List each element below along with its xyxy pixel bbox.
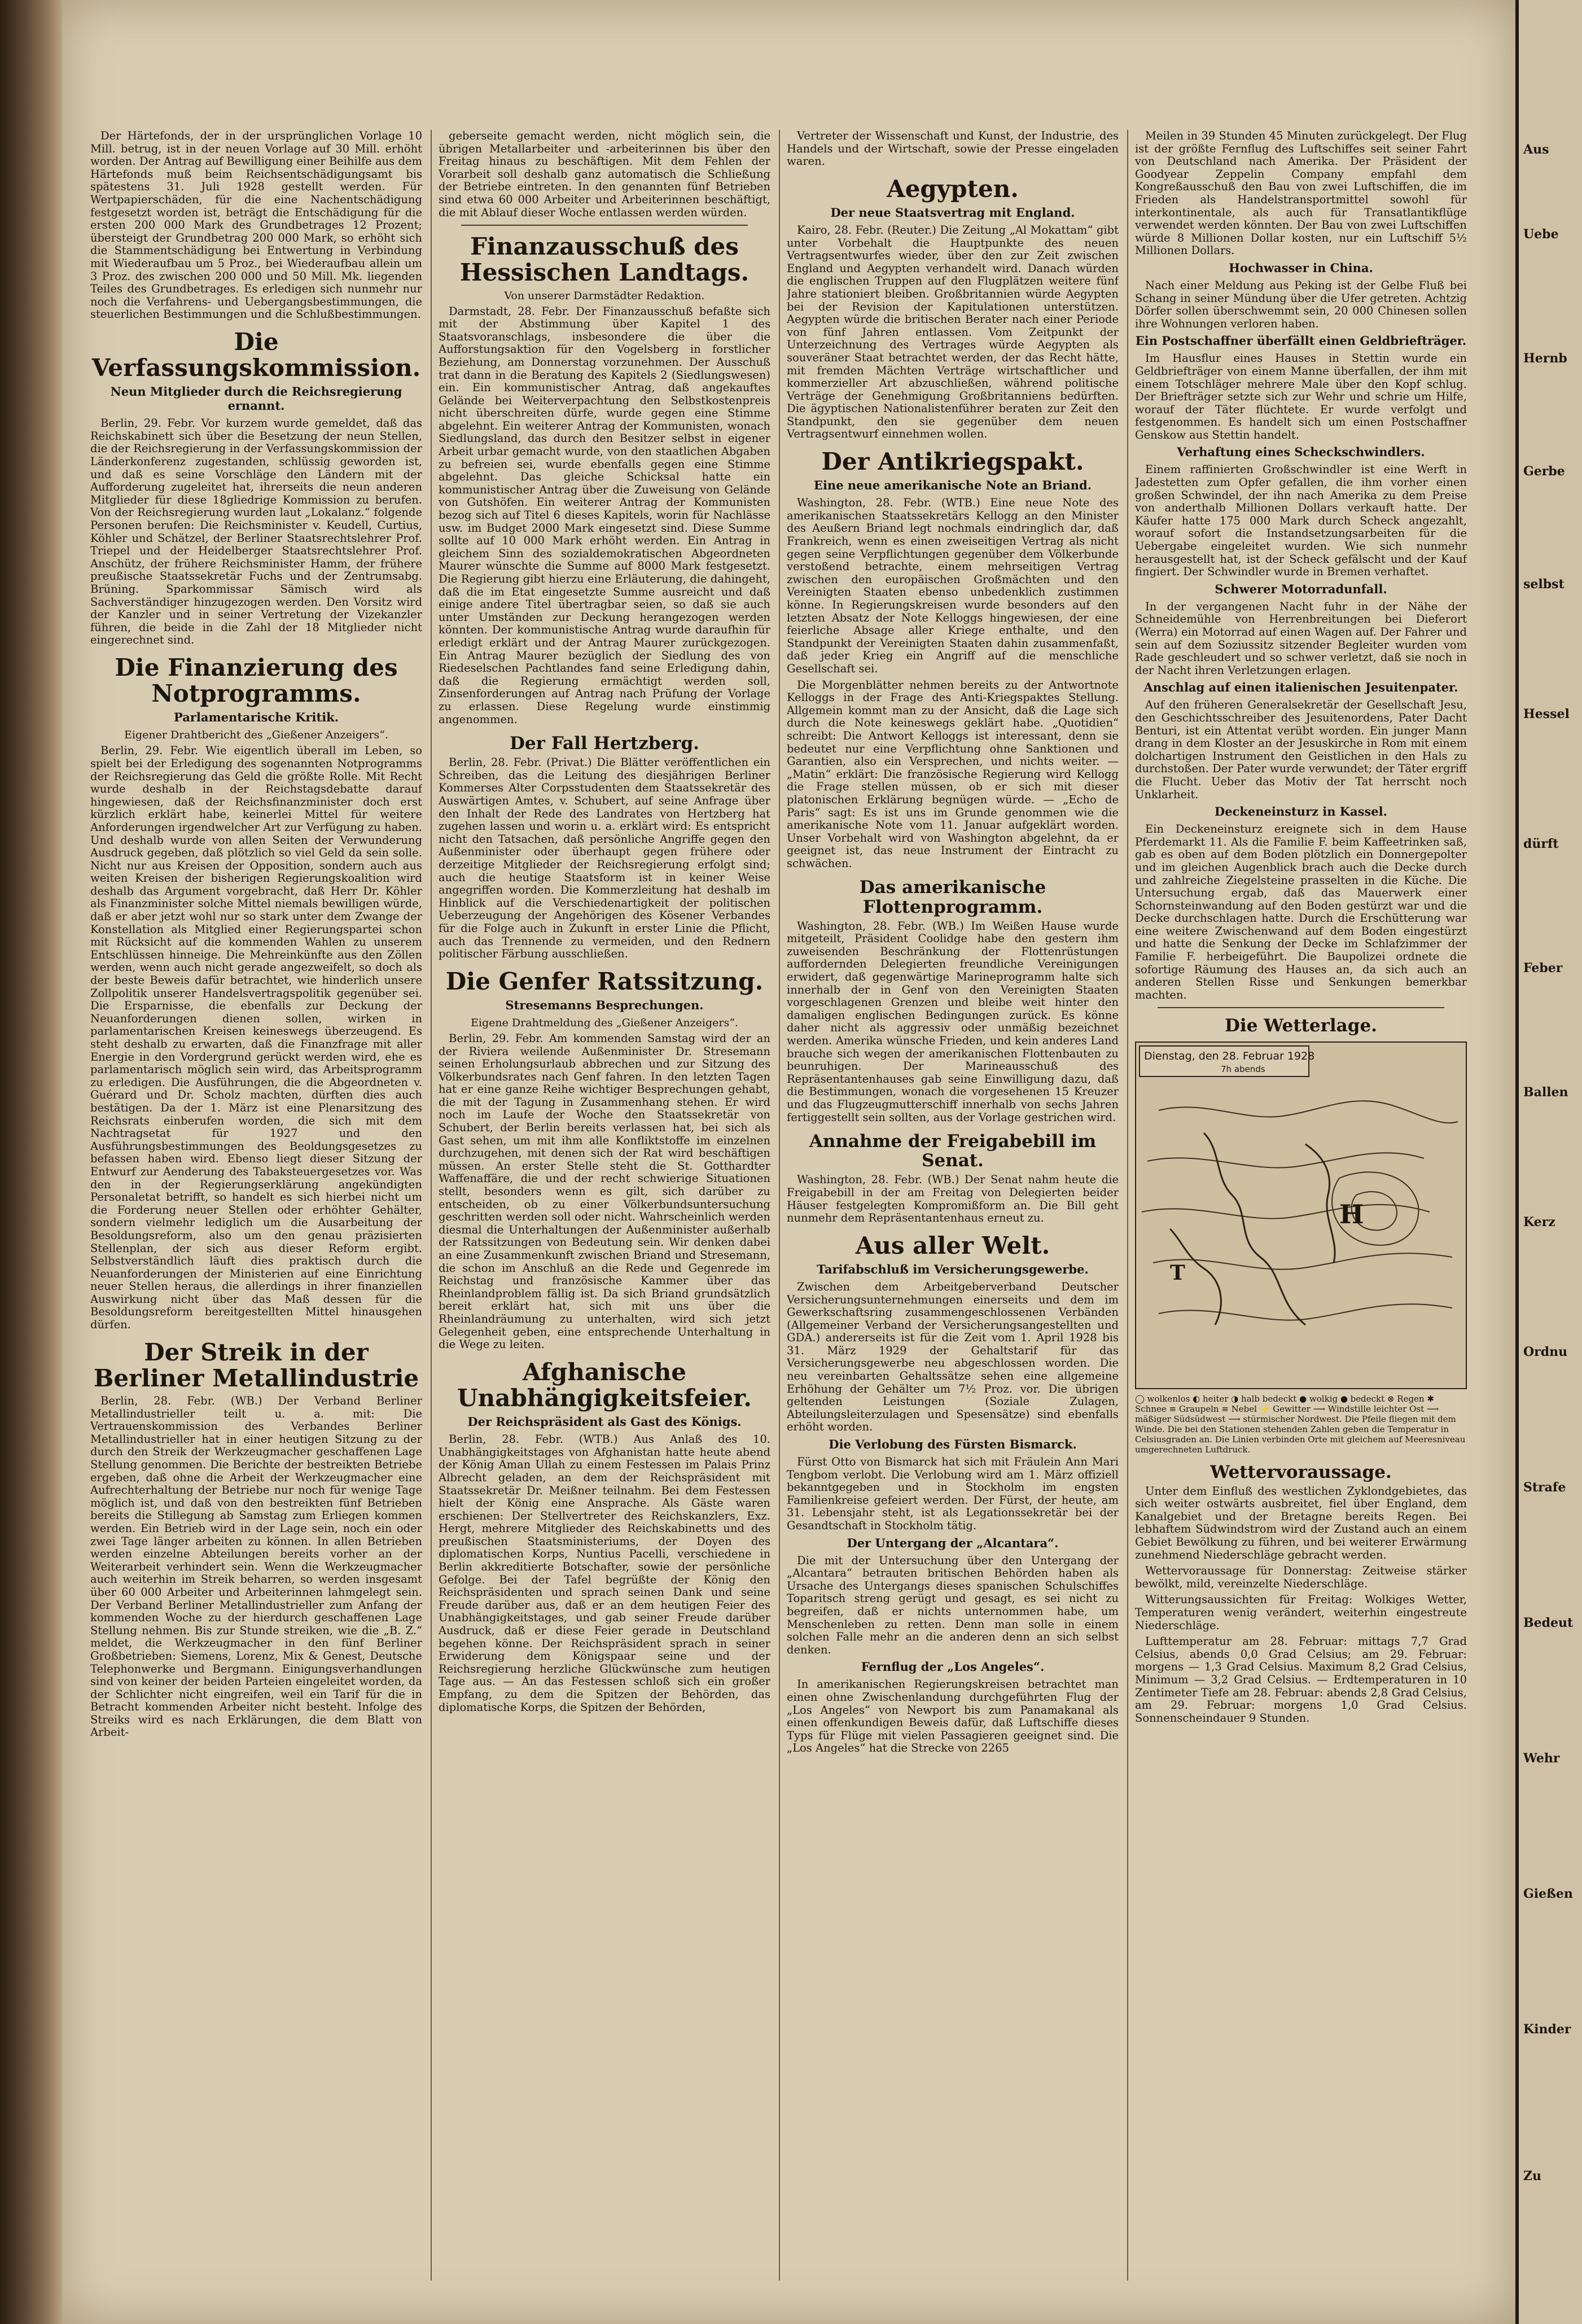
- article-text: Zwischen dem Arbeitgeberverband Deutscher Versicherungsunternehmungen einerseits und dem im Gewerkschaftsring zusammengeschlossenen Verbänden (Allgemeiner Verband der Versicherungsangestellten und GDA.) andererseits ist für die Zeit vom 1. April 1928 bis 31. März 1929 der Gehaltstarif für das Versicherungsgewerbe neu abgeschlossen worden. Die neu vereinbarten Gehaltssätze sehen eine allgemeine Erhöhung der Gehälter um 7½ Proz. vor. Die übrigen geltenden Leistungen (Soziale Zulagen, Abteilungsleiterzulagen und Spesensätze) sind ebenfalls erhöht worden.: [787, 1280, 1119, 1434]
- column-2: [439, 130, 770, 2281]
- book-spine: [0, 0, 62, 2324]
- article-text: Vertreter der Wissenschaft und Kunst, der Industrie, des Handels und der Wirtschaft, sowie der Presse eingeladen waren.: [787, 130, 1119, 168]
- headline-verfassung: Die Verfassungskommission.: [91, 327, 421, 382]
- map-title: Dienstag, den 28. Februar 1928: [1144, 1049, 1315, 1062]
- article-text: Darmstadt, 28. Febr. Der Finanzausschuß befaßte sich mit der Abstimmung über Kapitel 1 des Staatsvoranschlags, insbesondere die über die Aufforstungsaktion für den Vogelsberg in forstlicher Beziehung, am Donnerstag vorzunehmen. Der Ausschuß trat dann in die Beratung des Kapitels 2 (Siedlungswesen) ein. Ein kommunistischer Antrag, daß angekauftes Gelände bei Weiterverpachtung den Selbstkostenpreis nicht überschreiten dürfe, wurde gegen eine Stimme abgelehnt. Ein weiterer Antrag der Kommunisten, wonach Siedlungsland, das durch den Besitzer selbst in eigener Arbeit urbar gemacht wurde, von den staatlichen Abgaben zu befreien sei, wurde ebenfalls gegen eine Stimme abgelehnt. Das gleiche Schicksal hatte ein kommunistischer Antrag über die Zuweisung von Gelände von Gutshöfen. Ein weiterer Antrag der Kommunisten bezog sich auf Titel 6 dieses Kapitels, worin für Nachlässe usw. im Budget 2000 Mark eingesetzt sind. Diese Summe sollte auf 10 000 Mark erhöht werden. Ein Antrag in gleichem Sinn des sozialdemokratischen Abgeordneten Maurer wünschte die Summe auf 8000 Mark festgesetzt. Die Regierung gibt hierzu eine Erläuterung, die dahingeht, daß die im Etat eingesetzte Summe ausreicht und daß einige andere Titel übertragbar seien, so daß sie auch unter Umständen zur Deckung herangezogen werden könnten. Der kommunistische Antrag wurde daraufhin für erledigt erklärt und der Antrag Maurer zurückgezogen. Ein Antrag Maurer bezüglich der Siedlung des von Riedeselschen Pachtlandes fand seine Erledigung dahin, daß die Regierung ermächtigt werden soll, Zinsenforderungen auf Antrag nach Prüfung der Vorlage zu erlassen. Diese Regelung wurde einstimmig angenommen.: [439, 304, 770, 726]
- article-text: Lufttemperatur am 28. Februar: mittags 7,7 Grad Celsius, abends 0,0 Grad Celsius; am 29. Februar: morgens — 1,3 Grad Celsius. Maximum 8,2 Grad Celsius, Minimum — 3,2 Grad Celsius. — Erdtemperaturen in 10 Zentimeter Tiefe am 28. Februar: abends 2,8 Grad Celsius, am 29. Februar: morgens 1,0 Grad Celsius. Sonnenscheindauer 9 Stunden.: [1135, 1635, 1467, 1725]
- article-text: geberseite gemacht werden, nicht möglich sein, die übrigen Metallarbeiter und -arbeiterinnen bis über den Freitag hinaus zu beschäftigen. Mit dem Fehlen der Vorarbeit soll deshalb ganz automatisch die Schließung der Betriebe eintreten. In den genannten fünf Betrieben sind etwa 60 000 Arbeiter und Arbeiterinnen beschäftigt, die mit Ablauf dieser Woche entlassen werden würden.: [439, 130, 770, 219]
- article-text: Berlin, 28. Febr. (WB.) Der Verband Berliner Metallindustrieller teilt u. a. mit: Die Vertrauenskommission des Verbandes Berliner Metallindustrieller hat in einer heutigen Sitzung zu der durch den Streik der Werkzeugmacher geschaffenen Lage Stellung genommen. Die Berichte der bestreikten Betriebe ergeben, daß ohne die Arbeit der Werkzeugmacher eine Aufrechterhaltung der Betriebe nur noch für wenige Tage möglich ist, und daß von den bestreikten fünf Betrieben bereits die Stillegung ab Samstag zum Erliegen kommen werden. Ein Betrieb wird in der Lage sein, noch ein oder zwei Tage länger arbeiten zu können. In allen Betrieben werden einzelne Abteilungen bereits vorher an der Weiterarbeit verhindert sein. Wenn die Werkzeugmacher auch weiterhin im Streik beharren, so werden insgesamt über 60 000 Arbeiter und Arbeiterinnen lahmgelegt sein. Der Verband Berliner Metallindustrieller zum Anfang der kommenden Woche zu der hierdurch geschaffenen Lage Stellung nehmen. Bis zur Stunde streiken, wie die „B. Z.“ meldet, die Werkzeugmacher in den fünf Berliner Großbetrieben: Siemens, Lorenz, Mix & Genest, Deutsche Telephonwerke und Bergmann. Einigungsverhandlungen sind von keiner der beiden Parteien eingeleitet worden, da der Schlichter nicht eingreifen, weil ein Tarif für die in Betracht kommenden Arbeiter nicht besteht. Infolge des Streiks wird es nach Erklärungen, die dem Blatt von Arbeit-: [90, 1394, 422, 1739]
- high-pressure-marker: H: [1339, 1198, 1364, 1229]
- headline-wetterlage: Die Wetterlage.: [1225, 1016, 1377, 1036]
- subheadline: Der Reichspräsident als Gast des Königs.: [467, 1415, 742, 1429]
- article-text: Kairo, 28. Febr. (Reuter.) Die Zeitung „Al Mokattam“ gibt unter Vorbehalt die Hauptpunkte des neuen Vertragsentwurfes wieder, über den zur Zeit zwischen England und Aegypten verhandelt wird. Danach würden die englischen Truppen auf den Flugplätzen weitere fünf Jahre stationiert bleiben. Großbritannien würde Aegypten bei der Revision der Kapitulationen unterstützen. Aegypten würde die britischen Berater nach einer Periode von fünf Jahren entlassen. Vom Zeitpunkt der Unterzeichnung des Vertrages würde Aegypten als souveräner Staat betrachtet werden, der das Recht hätte, mit fremden Mächten Verträge wirtschaftlicher und kommerzieller Art abzuschließen, während politische Verträge der Genehmigung Großbritanniens bedürften. Die ägyptischen Nationalistenführer beraten zur Zeit den Standpunkt, den sie gegenüber dem neuen Vertragsentwurf einnehmen wollen.: [787, 223, 1119, 441]
- adjacent-text-fragment: Ballen: [1523, 1085, 1568, 1100]
- adjacent-text-fragment: Strafe: [1523, 1480, 1566, 1495]
- adjacent-text-fragment: Gießen: [1523, 1887, 1573, 1901]
- article-text: Washington, 28. Febr. (WB.) Im Weißen Hause wurde mitgeteilt, Präsident Coolidge habe den gestern ihm zuweisenden Beschränkung der Flottenrüstungen auffordernden Delegierten freundliche Vereinigungen erwidert, daß gegenwärtige Marineprogramm halte sich innerhalb der in Genf von den Vereinigten Staaten vorgeschlagenen Grenzen und bleibe weit hinter den damaligen englischen Bedingungen zurück. Es könne daher nicht als aggressiv oder unmäßig bezeichnet werden. Amerika wünsche Frieden, und kein anderes Land brauche sich wegen der amerikanischen Flottenbauten zu beunruhigen. Der Marineausschuß des Repräsentantenhauses gab seine Einwilligung dazu, daß die Bestimmungen, wonach die vorgesehenen 15 Kreuzer und das Flugzeugmutterschiff innerhalb von sechs Jahren fertiggestellt sein sollten, aus der Vorlage gestrichen wird.: [787, 919, 1119, 1124]
- adjacent-text-fragment: Zu: [1523, 2169, 1542, 2183]
- headline-aegypten: Aegypten.: [887, 174, 1019, 203]
- article-text: Ein Deckeneinsturz ereignete sich in dem Hause Pferdemarkt 11. Als die Familie F. beim Kaffeetrinken saß, gab es oben auf dem Boden plötzlich ein Donnergepolter und im gleichen Augenblick brach auch die Decke durch und zahlreiche Ziegelsteine prasselten in die Küche. Die Untersuchung ergab, daß das Mauerwerk einer Schornsteinwandung auf den Boden gestürzt war und die Decke durchschlagen hatte. Durch die Erschütterung war eine weitere Zwischenwand auf dem Boden eingestürzt und hatte die Senkung der Decke im Schlafzimmer der Familie F. herbeigeführt. Die Baupolizei ordnete die sofortige Räumung des Hauses an, da sich auch an anderen Stellen Risse und Senkungen bemerkbar machten.: [1135, 822, 1467, 1001]
- adjacent-text-fragment: Kerz: [1523, 1215, 1555, 1229]
- article-text: Fürst Otto von Bismarck hat sich mit Fräulein Ann Mari Tengbom verlobt. Die Verlobung wird am 1. März offiziell bekanntgegeben und in Stockholm im engsten Familienkreise gefeiert werden. Der Fürst, der heute, am 31. Lebensjahr steht, ist als Legationssekretär bei der Gesandtschaft in Stockholm tätig.: [787, 1455, 1119, 1532]
- subheadline: Ein Postschaffner überfällt einen Geldbriefträger.: [1135, 334, 1467, 348]
- weather-map: [1135, 1041, 1467, 1389]
- headline-freigabebill: Annahme der Freigabebill im Senat.: [809, 1131, 1097, 1171]
- column-1: [90, 130, 422, 2281]
- headline-antikriegspakt: Der Antikriegspakt.: [821, 448, 1084, 476]
- subheadline: Schwerer Motorradunfall.: [1215, 581, 1387, 596]
- headline-afghan: Afghanische Unabhängigkeitsfeier.: [457, 1358, 752, 1412]
- subheadline: Die Verlobung des Fürsten Bismarck.: [829, 1437, 1077, 1452]
- headline-flottenprogramm: Das amerikanische Flottenprogramm.: [859, 877, 1046, 917]
- column-rule: [779, 130, 780, 2281]
- column-3: [787, 130, 1119, 2281]
- subheadline: Parlamentarische Kritik.: [173, 710, 339, 725]
- article-text: Washington, 28. Febr. (WTB.) Eine neue Note des amerikanischen Staatssekretärs Kellogg an den Minister des Aeußern Briand legt nochmals eindringlich dar, daß Frankreich, wenn es einen zweiseitigen Vertrag als nicht gegen seine Verpflichtungen gegenüber dem Völkerbunde verstoßend betrachte, einem mehrseitigen Vertrag zwischen den europäischen Großmächten und den Vereinigten Staaten ebenso unbedenklich zustimmen könne. In Regierungskreisen wurde besonders auf den letzten Absatz der Note Kelloggs hingewiesen, der eine feierliche Absage aller Kriege enthalte, und den Standpunkt der Vereinigten Staaten dahin zusammenfaßt, daß jeder Krieg ein Angriff auf die menschliche Gesellschaft sei.: [787, 496, 1119, 675]
- article-text: Berlin, 29. Febr. Vor kurzem wurde gemeldet, daß das Reichskabinett sich über die Besetzung der neun Stellen, die der Reichsregierung in der Verfassungskommission der Länderkonferenz zugestanden, schlüssig geworden ist, und daß es seine Vorschläge den Ländern mit der Aufforderung zugeleitet hat, ihrerseits die neun anderen Mitglieder für diese 18gliedrige Kommission zu berufen. Von der Reichsregierung wurden laut „Lokalanz.“ folgende Personen berufen: Die Reichsminister v. Keudell, Curtius, Köhler und Schätzel, der Berliner Staatsrechtslehrer Prof. Triepel und der Heidelberger Staatsrechtslehrer Prof. Anschütz, der frühere Reichsminister Hamm, der frühere preußische Staatssekretär Fuchs und der Zentrumsabg. Brüning. Sparkommissar Sämisch wird als Sachverständiger hinzugezogen werden. Den Vorsitz wird der Kanzler und in seiner Vertretung der Vizekanzler führen, die beide in die Zahl der 18 Mitglieder nicht eingerechnet sind.: [90, 417, 422, 647]
- adjacent-text-fragment: selbst: [1523, 577, 1565, 592]
- adjacent-text-fragment: Hessel: [1523, 707, 1570, 721]
- headline-finanzierung: Die Finanzierung des Notprogramms.: [115, 653, 398, 708]
- article-text: Auf den früheren Generalsekretär der Gesellschaft Jesu, den Geschichtsschreiber des Jesuitenordens, Pater Dacht Benturi, ist ein Attentat verübt worden. Ein junger Mann drang in dem Kloster an der Jesuskirche in Rom mit einem dolchartigen Instrument den Geistlichen in den Hals zu durchstoßen. Der Pater wurde verwundet; der Täter ergriff die Flucht. Ueber das Motiv der Tat herrscht noch Unklarheit.: [1135, 698, 1467, 801]
- article-text: Die Morgenblätter nehmen bereits zu der Antwortnote Kelloggs in der Frage des Anti-Kriegspaktes Stellung. Allgemein kommt man zu der Ansicht, daß die Lage sich durch die Note keineswegs geklärt habe. „Quotidien“ schreibt: Die Antwort Kelloggs ist interessant, denn sie bedeutet nur eine Verpflichtung ohne Sanktionen und Garantien, also ein Versprechen, und nichts weiter. — „Matin“ erklärt: Die französische Regierung wird Kellogg die Frage stellen müssen, ob er sich mit dieser platonischen Erklärung begnügen würde. — „Echo de Paris“ sagt: Es ist uns im Grunde genommen wie die amerikanische Note vom 11. Januar aufgeklärt worden. Unser Vorbehalt wird von Washington abgelehnt, da er geeignet ist, das neue Instrument der Eintracht zu schwächen.: [787, 678, 1119, 870]
- low-pressure-marker: T: [1170, 1261, 1185, 1285]
- adjacent-text-fragment: Bedeut: [1523, 1616, 1574, 1630]
- map-time: 7h abends: [1221, 1063, 1265, 1074]
- adjacent-text-fragment: Ordnu: [1523, 1345, 1568, 1359]
- subheadline: Deckeneinsturz in Kassel.: [1215, 804, 1387, 819]
- article-text: Berlin, 29. Febr. Wie eigentlich überall im Leben, so spielt bei der Erledigung des sogenannten Notprogramms der Reichsregierung das Geld die größte Rolle. Mit Recht wurde deshalb in der Reichstagsdebatte darauf hingewiesen, daß der Reichsfinanzminister doch erst kürzlich erklärt habe, keinerlei Mittel für weitere Anforderungen irgendwelcher Art zur Verfügung zu haben. Und deshalb wurde von allen Seiten der Verwunderung Ausdruck gegeben, daß plötzlich so viel Geld da sein solle. Nicht nur aus Kreisen der Opposition, sondern auch aus weiten Kreisen der bisherigen Regierungskoalition wird deshalb das Argument vorgebracht, daß Herr Dr. Köhler als Finanzminister solche Mittel niemals bewilligen würde, daß er aber jetzt wohl nur so stark unter dem Zwange der Konstellation als Mitglied einer Regierungspartei schon mit Rücksicht auf die kommenden Wahlen zu unserem Entschlüssen hinneige. Die Mehreinkünfte aus den Zöllen werden, wenn auch nicht gerade angezweifelt, so doch als der beste Beweis dafür betrachtet, wie hinderlich unsere Zollpolitik unserer Handelsvertragspolitik gegenüber sei. Die Ersparnisse, die ebenfalls zur Deckung der Neuanforderungen dienen sollen, wirken in parlamentarischen Kreisen keineswegs überzeugend. Es steht deshalb zu erwarten, daß die Finanzfrage mit aller Energie in den Vordergrund gerückt werden wird, ehe es parlamentarisch möglich sein wird, das Arbeitsprogramm zu erledigen. Die Ausführungen, die die Abgeordneten v. Guérard und Dr. Scholz machten, dürften dies auch bestätigen. Da der 1. März ist eine Plenarsitzung des Reichsrats einberufen worden, die sich mit dem Nachtragsetat für 1927 und den Ausführungsbestimmungen des Beoldungsgesetzes zu befassen haben wird. Ebenso liegt dieser Sitzung der Entwurf zur Aenderung des Tabaksteuergesetzes vor. Was den in der Regierungserklärung angekündigten Personaletat betrifft, so handelt es sich hierbei nicht um die Forderung neuer Stellen oder erhöhter Gehälter, sondern vielmehr lediglich um die Ausarbeitung der Besoldungsreform, also um den genau präzisierten Stellenplan, der sich aus dieser Reform ergibt. Selbstverständlich läuft dies praktisch durch die Neuanforderungen der Ministerien auf eine Einrichtung neuer Stellen heraus, die allerdings in ihrer finanziellen Auswirkung nicht über das Maß dessen für die Besoldungsreform bereitgestellten Mittel hinausgehen dürfen.: [90, 744, 422, 1332]
- weather-map-drawing: [1136, 1043, 1466, 1388]
- article-text: Nach einer Meldung aus Peking ist der Gelbe Fluß bei Schang in seiner Mündung über die Ufer getreten. Achtzig Dörfer sollen überschwemmt sein, 20 000 Chinesen sollen ihre Wohnungen verloren haben.: [1135, 278, 1467, 330]
- headline-hessen: Finanzausschuß des Hessischen Landtags.: [459, 233, 750, 287]
- adjacent-text-fragment: Aus: [1523, 142, 1549, 157]
- adjacent-text-fragment: Hernb: [1523, 351, 1567, 366]
- subheadline: Verhaftung eines Scheckschwindlers.: [1177, 445, 1425, 459]
- subheadline: Der Untergang der „Alcantara“.: [847, 1535, 1059, 1550]
- adjacent-text-fragment: Gerbe: [1523, 464, 1565, 479]
- adjacent-page-edge: [1515, 0, 1582, 2324]
- article-text: Im Hausflur eines Hauses in Stettin wurde ein Geldbriefträger von einem Manne überfallen, der ihm mit einem Totschläger mehrere Male über den Kopf schlug. Der Briefträger setzte sich zur Wehr und schrie um Hilfe, worauf der Täter flüchtete. Er wurde verfolgt und festgenommen. Es handelt sich um einen Postschaffner Genskow aus Stettin handelt.: [1135, 352, 1467, 441]
- article-text: Unter dem Einfluß des westlichen Zyklondgebietes, das sich weiter ostwärts ausbreitet, fiel über England, dem Kanalgebiet und der Bretagne bereits Regen. Bei lebhaftem Südwindstrom wird der Zustand auch an einem Gebiet Bewölkung zu führen, und bei weiterer Erwärmung zunehmend Niederschläge gebracht werden.: [1135, 1484, 1467, 1561]
- adjacent-text-fragment: Feber: [1523, 961, 1563, 975]
- article-text: Berlin, 28. Febr. (Privat.) Die Blätter veröffentlichen ein Schreiben, das die Leitung des diesjährigen Berliner Kommerses Alter Corpsstudenten dem Staatssekretär des Auswärtigen Amtes, v. Schubert, auf seine Anfrage über den Inhalt der Rede des Landrates von Hertzberg hat zugehen lassen und worin u. a. erklärt wird: Es entspricht nicht den Tatsachen, daß persönliche Angriffe gegen den Außenminister oder überhaupt gegen frühere oder derzeitige Mitglieder der Reichsregierung erfolgt sind; auch die heutige Staatsform ist in keiner Weise angegriffen worden. Die Kommerzleitung hat deshalb im Hinblick auf die Verschiedenartigkeit der politischen Ueberzeugung der Angehörigen des Kösener Verbandes für die Folge auch in Zukunft in erster Linie die Pflicht, auch das Trennende zu vermeiden, und den Rednern politischer Färbung ausschließen.: [439, 756, 770, 961]
- dateline-note: Von unserer Darmstädter Redaktion.: [504, 289, 705, 302]
- subheadline: Anschlag auf einen italienischen Jesuitenpater.: [1143, 680, 1458, 695]
- article-separator: [1158, 1007, 1444, 1008]
- article-text: Wettervoraussage für Donnerstag: Zeitweise stärker bewölkt, mild, vereinzelte Niederschläge.: [1135, 1564, 1467, 1590]
- article-text: Berlin, 28. Febr. (WTB.) Aus Anlaß des 10. Unabhängigkeitstages von Afghanistan hatte heute abend der König Aman Ullah zu einem Festessen im Palais Prinz Albrecht geladen, an dem der Reichspräsident mit Staatssekretär Dr. Meißner teilnahm. Bei dem Festessen hielt der König eine Ansprache. Als Gäste waren erschienen: Der Stellvertreter des Reichskanzlers, Exz. Hergt, mehrere Mitglieder des Reichskabinetts und des preußischen Staatsministeriums, der Doyen des diplomatischen Korps, Nuntius Pacelli, verschiedene in Berlin akkreditierte Botschafter, sowie der persönliche Gefolge. Bei der Tafel begrüßte der König den Reichspräsidenten und sprach seinen Dank und seine Freude darüber aus, daß er an dem heutigen Feier des Unabhängigkeitstages, und gab seiner Freude darüber Ausdruck, daß er diese Feier gerade in Deutschland begehen könne. Der Reichspräsident sprach in seiner Erwiderung dem Königspaar seine und der Reichsregierung herzliche Glückwünsche zum heutigen Tage aus. — An das Festessen schloß sich ein großer Empfang, zu dem die Spitzen der Behörden, das diplomatische Korps, die Spitzen der Behörden,: [439, 1433, 770, 1714]
- map-legend: ◯ wolkenlos ◐ heiter ◑ halb bedeckt ● wolkig ● bedeckt ⊗ Regen ✱ Schnee ≡ Graupeln ≡ Nebel ⚡ Gewitter ⟶ Windstille leichter Ost ⟶ mäßiger Südsüdwest ⟶ stürmischer Nordwest. Die Pfeile fliegen mit dem Winde. Die bei den Stationen stehenden Zahlen geben die Temperatur in Celsiusgraden an. Die Linien verbinden Orte mit gleichem auf Meeresniveau umgerechneten Luftdruck.: [1135, 1393, 1466, 1455]
- headline-genf: Die Genfer Ratssitzung.: [445, 967, 764, 995]
- adjacent-text-fragment: Wehr: [1523, 1751, 1560, 1766]
- column-rule: [431, 130, 432, 2281]
- article-text: Einem raffinierten Großschwindler ist eine Werft in Jadestetten zum Opfer gefallen, die ihm vorher einen großen Schwindel, der ihn nach Amerika zu dem Preise von anderthalb Millionen Dollars verkauft hatte. Der Käufer hatte 175 000 Mark durch Scheck angezahlt, worauf sofort die Instandsetzungsarbeiten für die Uebergabe eingeleitet wurden. Wie sich nunmehr herausgestellt hat, ist der Scheck gefälscht und der Kauf fingiert. Der Schwindler wurde in Bremen verhaftet.: [1135, 463, 1467, 579]
- newspaper-columns: [90, 130, 1490, 2281]
- dateline-note: Eigener Drahtbericht des „Gießener Anzeigers“.: [124, 729, 388, 742]
- article-separator: [461, 225, 748, 226]
- adjacent-text-fragment: dürft: [1523, 837, 1559, 851]
- adjacent-text-fragment: Kinder: [1523, 2022, 1571, 2037]
- column-rule: [1127, 130, 1128, 2281]
- article-text: Die mit der Untersuchung über den Untergang der „Alcantara“ betrauten britischen Behörden haben als Ursache des Untergangs dieses spanischen Schulschiffes Toparitsch streng gerügt und gesagt, es sei nicht zu begreifen, daß er nichts unternommen habe, um Menschenleben zu retten. Denn man solle in einem solchen Falle mehr an die anderen denn an sich selbst denken.: [787, 1553, 1119, 1656]
- headline-aus-aller-welt: Aus aller Welt.: [855, 1231, 1050, 1259]
- article-text: Washington, 28. Febr. (WB.) Der Senat nahm heute die Freigabebill in der am Freitag von Delegierten beider Häuser festgelegten Kompromißform an. Die Bill geht nunmehr dem Repräsentantenhaus erneut zu.: [787, 1173, 1119, 1225]
- adjacent-text-fragment: Uebe: [1523, 227, 1559, 242]
- subheadline: Eine neue amerikanische Note an Briand.: [813, 478, 1092, 493]
- article-text: Der Härtefonds, der in der ursprünglichen Vorlage 10 Mill. betrug, ist in der neuen Vorlage auf 30 Mill. erhöht worden. Der Antrag auf Bewilligung einer Beihilfe aus dem Härtefonds muß beim Reichsentschädigungsamt bis spätestens 31. Juli 1928 gestellt werden. Für Wertpapierschäden, für die eine Nachentschädigung festgesetzt worden ist, beträgt die Entschädigung für die ersten 200 000 Mark des Grundbetrages 12 Prozent; übersteigt der Grundbetrag 200 000 Mark, so erhöht sich die Stammentschädigung bei Entwertung in Verbindung mit Wiederaufbau um 5 Proz., bei Wiederaufbau allein um 3 Proz. des zwischen 200 000 und 50 Mill. Mk. liegenden Teiles des Grundbetrages. Es erledigen sich nunmehr nur noch die Verfahrens- und Uebergangsbestimmungen, die steuerlichen Bestimmungen und die Schlußbestimmungen.: [90, 130, 422, 321]
- headline-wettervoraussage: Wettervoraussage.: [1210, 1461, 1392, 1482]
- article-text: Witterungsaussichten für Freitag: Wolkiges Wetter, Temperaturen wenig verändert, weiterhin eingestreute Niederschläge.: [1135, 1593, 1467, 1632]
- headline-hertzberg: Der Fall Hertzberg.: [510, 733, 699, 754]
- article-text: Berlin, 29. Febr. Am kommenden Samstag wird der an der Riviera weilende Außenminister Dr. Stresemann seinen Erholungsurlaub abbrechen und zur Sitzung des Völkerbundsrates nach Genf fahren. In den letzten Tagen hat er eine ganze Reihe wichtiger Besprechungen gehabt, die mit der Tagung in Zusammenhang stehen. Er wird noch im Laufe der Woche den Staatssekretär von Schubert, der Berlin bereits verlassen hat, bei sich als Gast sehen, um mit ihm alle Konfliktstoffe im einzelnen durchzugehen, mit denen sich der Rat wird beschäftigen müssen. An erster Stelle steht die St. Gotthardter Waffenaffäre, die und der recht schwierige Situationen stellt, besonders wenn es gilt, sich darüber zu entscheiden, ob zu einer Völkerbundsuntersuchung geschritten werden soll oder nicht. Wahrscheinlich werden diesmal die Unterhaltungen der Außenminister außerhalb der Ratssitzungen von Bedeutung sein. Wir denken dabei an eine Zusammenkunft zwischen Briand und Stresemann, die schon im Anschluß an die Rede und Gegenrede im Reichstag und französische Kammer über das Rheinlandproblem fällig ist. Da sich Briand grundsätzlich bereit erklärt hat, sich mit uns über die Rheinlandräumung zu unterhalten, wird sich jetzt Gelegenheit geben, eine entsprechende Unterhaltung in die Wege zu leiten.: [439, 1031, 770, 1351]
- column-4: [1135, 130, 1467, 2281]
- headline-streik: Der Streik in der Berliner Metallindustrie: [93, 1338, 419, 1392]
- article-text: In der vergangenen Nacht fuhr in der Nähe der Schneidemühle von Herrenbreitungen bei Dieferort (Werra) ein Motorrad auf einen Wagen auf. Der Fahrer und sein auf dem Soziussitz sitzender Begleiter wurden vom Rade geschleudert und so schwer verletzt, daß sie noch in der Nacht ihren Verletzungen erlagen.: [1135, 599, 1467, 677]
- article-text: In amerikanischen Regierungskreisen betrachtet man einen ohne Zwischenlandung durchgeführten Flug der „Los Angeles“ von Newport bis zum Panamakanal als einen offenkundigen Beweis dafür, daß Luftschiffe dieses Typs für Flüge mit vielen Passagieren geeignet sind. Die „Los Angeles“ hat die Strecke von 2265: [787, 1678, 1119, 1755]
- article-text: Meilen in 39 Stunden 45 Minuten zurückgelegt. Der Flug ist der größte Fernflug des Luftschiffes seit seiner Fahrt von Deutschland nach Amerika. Der Präsident der Goodyear Zeppelin Company empfahl dem Kongreßausschuß den Bau von zwei Luftschiffen, die im Frieden als Handelstransportmittel sowohl für interkontinentale, als auch für Transatlantikflüge verwendet werden könnten. Der Bau von zwei Luftschiffen würde 8 Millionen Dollar kosten, nur ein Luftschiff 5½ Millionen Dollars.: [1135, 130, 1467, 257]
- subheadline: Stresemanns Besprechungen.: [505, 997, 704, 1012]
- subheadline: Der neue Staatsvertrag mit England.: [830, 205, 1075, 220]
- subheadline: Fernflug der „Los Angeles“.: [861, 1660, 1045, 1674]
- subheadline: Hochwasser in China.: [1229, 260, 1373, 275]
- subheadline: Tarifabschluß im Versicherungsgewerbe.: [817, 1262, 1089, 1276]
- dateline-note: Eigene Drahtmeldung des „Gießener Anzeigers“.: [471, 1016, 738, 1029]
- subheadline: Neun Mitglieder durch die Reichsregierung ernannt.: [110, 384, 402, 413]
